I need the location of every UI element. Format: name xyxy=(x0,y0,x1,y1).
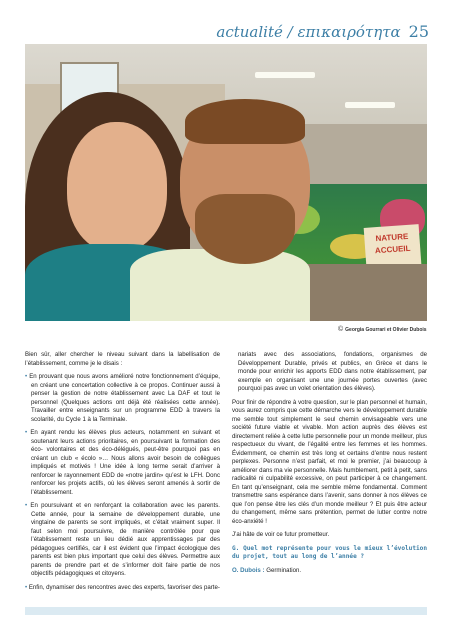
photo-sign: NATURE ACCUEIL xyxy=(364,224,422,268)
bullet-item xyxy=(25,373,220,424)
interview-question xyxy=(232,545,427,562)
man-beard xyxy=(195,194,295,264)
text-column-left xyxy=(25,351,220,597)
bullet-text: En poursuivant et en renforçant la collaboration avec les parents. Cette année, pour la semaine de développement durable, une vingtaine de parents se sont impliqués, et c’était vraiment super. Il faut selon moi poursuivre, de manière contrôlée pour que l’établissement reste un lieu dédié aux apprentissages par des pédagogues certifiés, car il est évident que l’impact écologique des parents est bien plus important que celui des élèves. Permettre aux parents de prendre part et de s’informer doit faire partie de nos objectifs pédagogiques et citoyens. xyxy=(30,502,220,577)
ceiling-light xyxy=(345,102,395,108)
copyright-icon: © xyxy=(338,326,344,333)
bullet-text: En prouvant que nous avons amélioré notre fonctionnement d’équipe, en créant une concertation collective à ce propos. Continuer aussi à penser la gestion de notre établissement avec La DAF et tout le personnel (Quelques actions ont déjà été réalisées cette année). Travailler entre enseignants sur un programme EDD à travers la scolarité, du Cycle 1 à la Terminale. xyxy=(29,373,220,423)
question-label: G. xyxy=(232,544,240,552)
bullet-icon: • xyxy=(25,429,28,436)
bullet-item xyxy=(25,429,220,497)
bullet-item xyxy=(25,502,220,579)
body-paragraph: J’ai hâte de voir ce futur prometteur. xyxy=(232,531,330,538)
photo-credit xyxy=(338,326,427,333)
bullet-text: En ayant rendu les élèves plus acteurs, notamment en suivant et soutenant leurs actions prioritaires, en poursuivant la formation des éco- volontaires et des éco-délégués, peut-être pourquoi pas en créant un club « écolo »… Nous allons avoir besoin de collègues impliqués et motivés ! Une idée à long terme serait d’arriver à renforcer le rayonnement EDD de «notre jardin» qu’est le LFH. Donc renforcer les projets actifs, où les élèves seront amenés à sortir de l’établissement. xyxy=(30,429,220,496)
body-paragraph: Pour finir de répondre à votre question, sur le plan personnel et humain, vous aurez compris que cette démarche vers le développement durable me semble tout simplement le seul chemin envisageable vers une société future viable et vivable. Mon action auprès des élèves est directement reliée à cette lutte personnelle pour un monde meilleur, plus respectueux du vivant, de l’égalité entre les femmes et les hommes. Évidemment, ce chemin est très long et certains d’entre nous restent perplexes. Personne n’est parfait, et moi le premier, j’ai beaucoup à améliorer dans ma vie personnelle. Mais humblement, petit à petit, sans radicalité ni culpabilité excessive, on peut participer à ce changement. En tant qu’enseignant, cela me semble même fondamental. Comment transmettre sans espérance dans l’avenir, sans donner à nos élèves ce que l’on pense être les clés d’un monde meilleur ? Et puis être acteur du changement, même sans prétention, permet de lutter contre notre éco-anxiété ! xyxy=(232,398,427,525)
woman-face xyxy=(67,122,167,252)
bullet-item xyxy=(25,584,220,593)
text-column-right xyxy=(232,351,427,580)
intro-paragraph: Bien sûr, aller chercher le niveau suivant dans la labellisation de l’établissement, comme je le disais : xyxy=(25,351,220,367)
footer-band xyxy=(25,607,427,615)
bullet-text: Enfin, dynamiser des rencontres avec des experts, favoriser des parte- xyxy=(28,583,220,591)
man-hair xyxy=(185,99,305,144)
answer-text: Germination. xyxy=(266,566,302,574)
man-shirt xyxy=(130,249,310,321)
question-text: Quel mot représente pour vous le mieux l’évolution du projet, tout au long de l’année ? xyxy=(232,544,428,560)
article-photo xyxy=(25,44,427,321)
section-title: actualité / επικαιρότητα xyxy=(216,23,401,41)
bullet-icon: • xyxy=(25,583,28,591)
answer-speaker: O. Dubois : xyxy=(232,566,265,574)
interview-answer xyxy=(232,567,427,576)
bullet-icon: • xyxy=(25,502,28,509)
photo-credit-text: Georgia Gourrari et Olivier Dubois xyxy=(345,326,427,333)
bullet-continuation: nariats avec des associations, fondations, organismes de Développement Durable, privés et publics, en Grèce et dans le monde pour enrichir les apports EDD dans notre établissement, par exemple en organisant une une journée portes ouvertes (avec pourquoi pas avec un volet orientation des élèves). xyxy=(238,351,427,392)
bullet-icon: • xyxy=(25,373,28,380)
page-number: 25 xyxy=(408,22,429,41)
ceiling-light xyxy=(255,72,315,78)
page-header xyxy=(216,22,429,41)
